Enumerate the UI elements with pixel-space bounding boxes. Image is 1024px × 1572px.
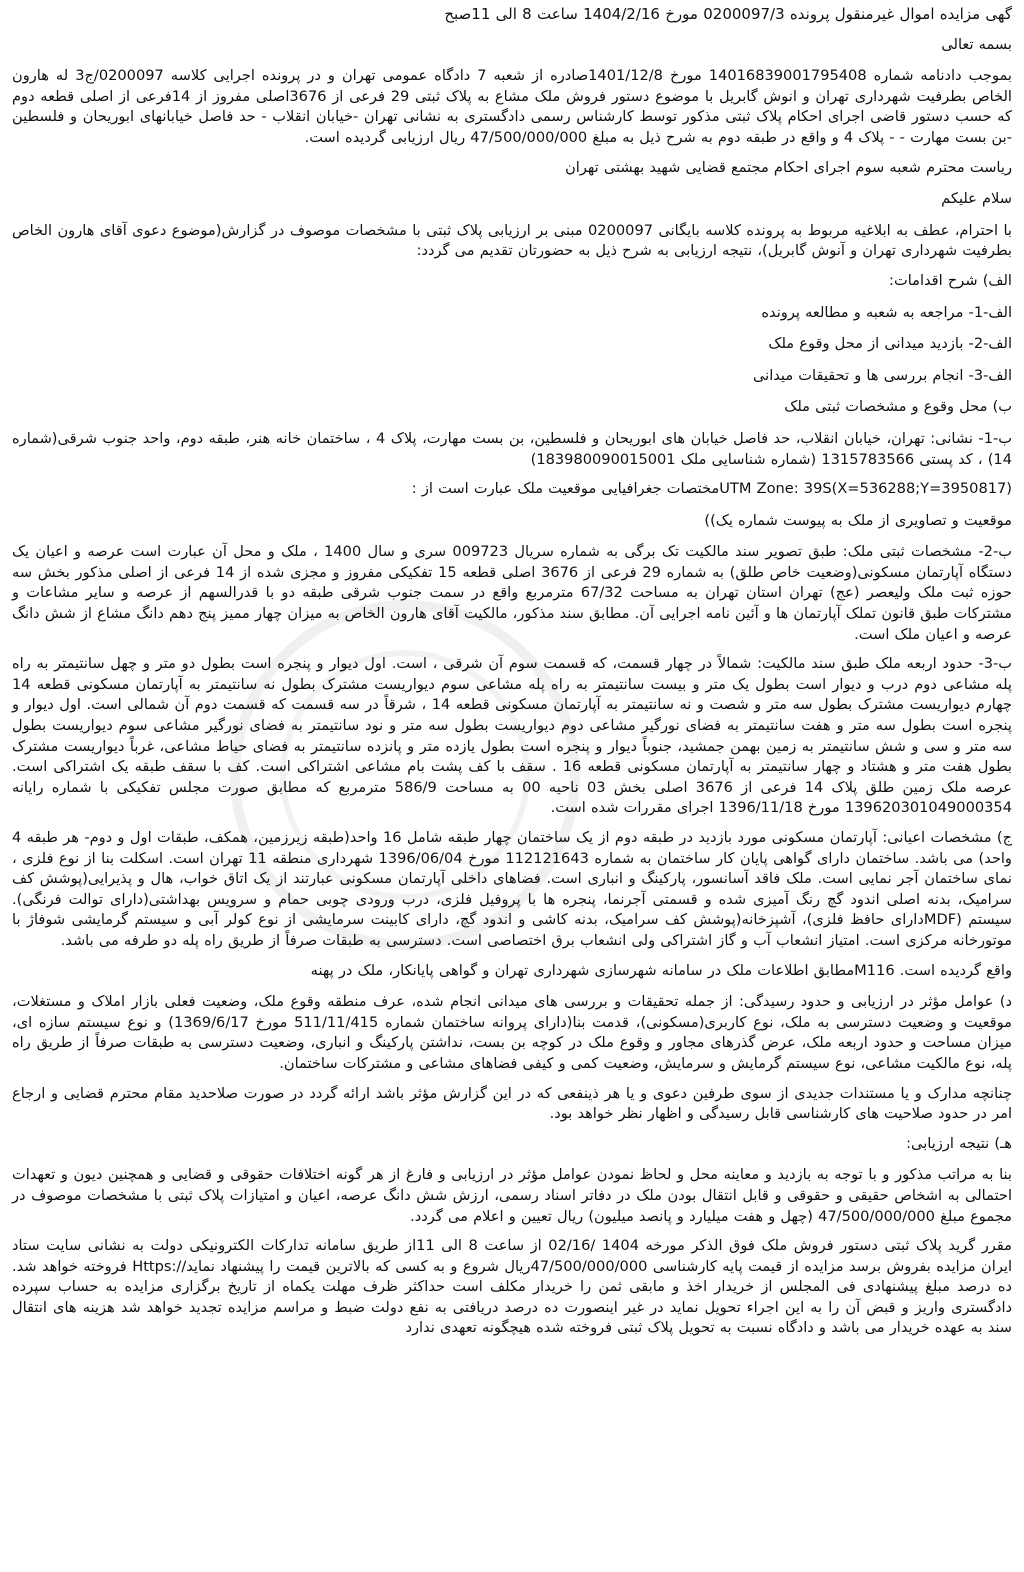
section-alef-title: الف) شرح اقدامات: bbox=[889, 271, 1012, 289]
intro-paragraph: بموجب دادنامه شماره 14016839001795408 مورخ 1401/12/8صادره از شعبه 7 دادگاه عمومی تهران و در پرونده اجرایی کلاسه 0200097/ج3 له هارون الخاص بطرفیت شهرداری تهران و انوش گابریل با موضوع دستور فروش ملک مشاع به پلاک ثبتی 29 فرعی از 3676اصلی مفروز از 14فرعی از اصلی قطعه دوم که حسب دستور قاضی اجرای احکام پلاک ثبتی مذکور توسط کارشناس رسمی دادگستری به نشانی تهران -خیابان انقلاب - حد فاصل خیابانهای ابوریحان و فلسطین -بن بست مهارت - - پلاک 4 و واقع در طبقه دوم به شرح ذیل به مبلغ 47/500/000/000 ریال ارزیابی گردیده است. bbox=[12, 67, 1012, 146]
m116-zone-note: واقع گردیده است. M116مطابق اطلاعات ملک در سامانه شهرسازی شهرداری تهران و گواهی پایانکار، ملک در پهنه bbox=[310, 961, 1012, 979]
location-photos-note: موقعیت و تصاویری از ملک به پیوست شماره یک)) bbox=[704, 511, 1012, 529]
section-he-result: بنا به مراتب مذکور و با توجه به بازدید و معاینه محل و لحاظ نمودن عوامل مؤثر در ارزیابی و فارغ از هر گونه اختلافات حقوقی و قضایی و همچنین دیون و تعهدات احتمالی به اشخاص حقیقی و حقوقی و قابل انتقال بودن ملک در دفاتر اسناد رسمی، ارزش شش دانگ عرصه، اعیان و امتیازات پلاک ثبتی با مشخصات موصوف در مجموع مبلغ 47/500/000/000 (چهل و هفت میلیارد و پانصد میلیون) ریال تعیین و اعلام می گردد. bbox=[12, 1166, 1012, 1225]
section-dal-factors: د) عوامل مؤثر در ارزیابی و حدود رسیدگی: از جمله تحقیقات و بررسی های میدانی انجام شده، عرف منطقه وقوع ملک، وضعیت فعلی بازار املاک و مستغلات، موقعیت و وضعیت دسترسی به ملک، نوع کاربری(مسکونی)، قدمت بنا(دارای پروانه ساختمان شماره 511/11/415 مورخ 1369/6/17) و نوع سیستم سازه ای، میزان مساحت و حدود اربعه ملک، عرض گذرهای مجاور و وقوع ملک در کوچه بن بست، نداشتن پارکینگ و انباری، وضعیت دسترسی به طبقات صرفاً از طریق راه پله، نوع مالکیت مشاعی، نوع سیستم گرمایش و سرمایش، وضعیت کمی و کیفی فضاهای مشاعی و مشترکات ساختمان. bbox=[12, 993, 1012, 1072]
greeting: سلام علیکم bbox=[941, 190, 1012, 208]
auction-terms: مقرر گرید پلاک ثبتی دستور فروش ملک فوق الذکر مورخه 1404 /02/16 از ساعت 8 الی 11از طریق سامانه تدارکات الکترونیکی دولت به نشانی سایت ستاد ایران مزایده بفروش برسد مزایده از قیمت پایه کارشناسی 47/500/000/000ریال شروع و به کسی که بالاترین قیمت را پیشنهاد نماید//:Https فروخته خواهد شد. ده درصد مبلغ پیشنهادی فی المجلس از خریدار اخذ و مابقی ثمن را خریدار مکلف است حداکثر ظرف مهلت یکماه از تاریخ برگزاری مزایده به حساب سپرده دادگستری واریز و قبض آن را به این اجراء تحویل نماید در غیر اینصورت ده درصد دریافتی به نفع دولت ضبط و مراسم مزایده تجدید خواهد شد هزینه های انتقال سند به عهده خریدار می باشد و دادگاه نسبت به تحویل پلاک ثبتی فروخته شده هیچگونه تعهدی ندارد bbox=[12, 1237, 1012, 1337]
utm-coordinates: UTM Zone: 39S(X=536288;Y=3950817)مختصات جغرافیایی موقعیت ملک عبارت است از : bbox=[411, 480, 1012, 498]
documents-note: چنانچه مدارک و یا مستندات جدیدی از سوی طرفین دعوی و یا هر ذینفعی که در این گزارش مؤثر باشد ارائه گردد در صورت صلاحدید مقام محترم قضایی و ارجاع امر در حدود صلاحیت های کارشناسی قابل رسیدگی و اظهار نظر خواهد بود. bbox=[12, 1084, 1012, 1123]
section-be-1-address: ب-1- نشانی: تهران، خیابان انقلاب، حد فاصل خیابان های ابوریحان و فلسطین، بن بست مهارت، پلاک 4 ، ساختمان خانه هنر، طبقه دوم، واحد جنوب شرقی(شماره 14) ، کد پستی 1315783566 (شماره شناسایی ملک 183980090015001) bbox=[12, 429, 1012, 468]
bismillah: بسمه تعالی bbox=[941, 35, 1012, 53]
notice-header: گهی مزایده اموال غیرمنقول پرونده 0200097/3 مورخ 1404/2/16 ساعت 8 الی 11صبح bbox=[444, 5, 1012, 23]
section-be-3-boundaries: ب-3- حدود اربعه ملک طبق سند مالکیت: شمالاً در چهار قسمت، که قسمت سوم آن شرقی ، است. اول دیوار و پنجره است بطول دو متر و چهل سانتیمتر به راه پله مشاعی دوم درب و دیوار است بطول یک متر و بیست سانتیمتر به راه پله مشاعی سوم دیواریست مشترک بطول نه سانتیمتر به آپارتمان مسکونی قطعه 14 چهارم دیواریست مشترک بطول سه متر و شصت و نه سانتیمتر به آپارتمان مسکونی قطعه 14 ، شرقاً در سه قسمت که قسمت دوم آن شمالی است. اول دیوار و پنجره است بطول سه متر و هفت سانتیمتر به فضای نورگیر مشاعی دوم دیواریست بطول سه متر و نود سانتیمتر به فضای نورگیر مشاعی سوم دیواریست بطول سه متر و سی و شش سانتیمتر به زمین بهمن جمشید، جنوباً دیوار و پنجره است بطول یازده متر و پانزده سانتیمتر به فضای حیاط مشاعی، غرباً دیواریست مشترک بطول هفت متر و هشتاد و چهار سانتیمتر به آپارتمان مسکونی قطعه 16 . سقف با کف پشت بام مشاعی اشتراکی است. کف با سقف طبقه یک اشتراکی است. عرصه ملک زمین طلق پلاک 14 فرعی از 3676 اصلی بخش 03 ناحیه 00 به مساحت 586/9 مترمربع که مطابق صورت مجلس تفکیکی با شماره رایانه 139620301049000354 مورخ 1396/11/18 اجرای مقررات شده است. bbox=[12, 655, 1013, 817]
respect-paragraph: با احترام، عطف به ابلاغیه مربوط به پرونده کلاسه بایگانی 0200097 مبنی بر ارزیابی پلاک ثبتی با مشخصات موصوف در گزارش(موضوع دعوی آقای هارون الخاص بطرفیت شهرداری تهران و آنوش گابریل)، نتیجه ارزیابی به شرح ذیل به حضورتان تقدیم می گردد: bbox=[12, 221, 1012, 260]
section-alef-item-2: الف-2- بازدید میدانی از محل وقوع ملک bbox=[768, 335, 1012, 353]
section-he-title: هـ) نتیجه ارزیابی: bbox=[906, 1134, 1012, 1152]
section-be-title: ب) محل وقوع و مشخصات ثبتی ملک bbox=[784, 398, 1012, 416]
address-to: ریاست محترم شعبه سوم اجرای احکام مجتمع قضایی شهید بهشتی تهران bbox=[565, 158, 1012, 176]
section-be-2-registration: ب-2- مشخصات ثبتی ملک: طبق تصویر سند مالکیت تک برگی به شماره سریال 009723 سری و سال 1400 ، ملک و محل آن عبارت است عرصه و اعیان یک دستگاه آپارتمان مسکونی(وضعیت خاص طلق) به شماره 29 فرعی از 3676 اصلی قطعه 15 تفکیکی مفروز و مجزی شده از 14 فرعی از اصلی مذکور بخش سه حوزه ثبت ملک ولیعصر (عج) تهران استان تهران به مساحت 67/32 مترمربع واقع در سمت جنوب شرقی طبقه دو با قدرالسهم از عرصه و سایر مشاعات و مشترکات طبق قانون تملک آپارتمان ها و آئین نامه اجرایی آن. مطابق سند مذکور، مالکیت آقای هارون الخاص به میزان چهار ممیز پنج دهم دانگ مشاع از شش دانگ عرصه و اعیان ملک است. bbox=[12, 543, 1013, 643]
section-jim-building: ج) مشخصات اعیانی: آپارتمان مسکونی مورد بازدید در طبقه دوم از یک ساختمان چهار طبقه شامل 16 واحد(طبقه زیرزمین، همکف، طبقات اول و دوم- هر طبقه 4 واحد) می باشد. ساختمان دارای گواهی پایان کار ساختمان به شماره 112121643 مورخ 1396/06/04 شهرداری منطقه 11 تهران است. اسکلت بنا از نوع فلزی ، نمای ساختمان آجر نمایی است. ملک فاقد آسانسور، پارکینگ و انباری است. فضاهای داخلی آپارتمان مسکونی عبارتند از یک اتاق خواب، هال و پذیرایی(پوشش کف سرامیک، بدنه اصلی اندود گچ رنگ آمیزی شده و قسمتی آجرنما، پنجره ها با پروفیل فلزی، درب ورودی چوبی حمام و سرویس بهداشتی(دارای توالت فرنگی). سیستم (MDFدارای حافظ فلزی)، آشپزخانه(پوشش کف سرامیک، بدنه کاشی و اندود گچ، دارای کابینت سرمایشی از نوع کولر آبی و سیستم گرمایشی شوفاژ با موتورخانه مرکزی است. امتیاز انشعاب آب و گاز اشتراکی ولی انشعاب برق اختصاصی است. دسترسی به طبقات صرفاً از طریق راه پله دو طرفه می باشد. bbox=[12, 829, 1013, 949]
section-alef-item-3: الف-3- انجام بررسی ها و تحقیقات میدانی bbox=[752, 366, 1012, 384]
section-alef-item-1: الف-1- مراجعه به شعبه و مطالعه پرونده bbox=[761, 303, 1012, 321]
